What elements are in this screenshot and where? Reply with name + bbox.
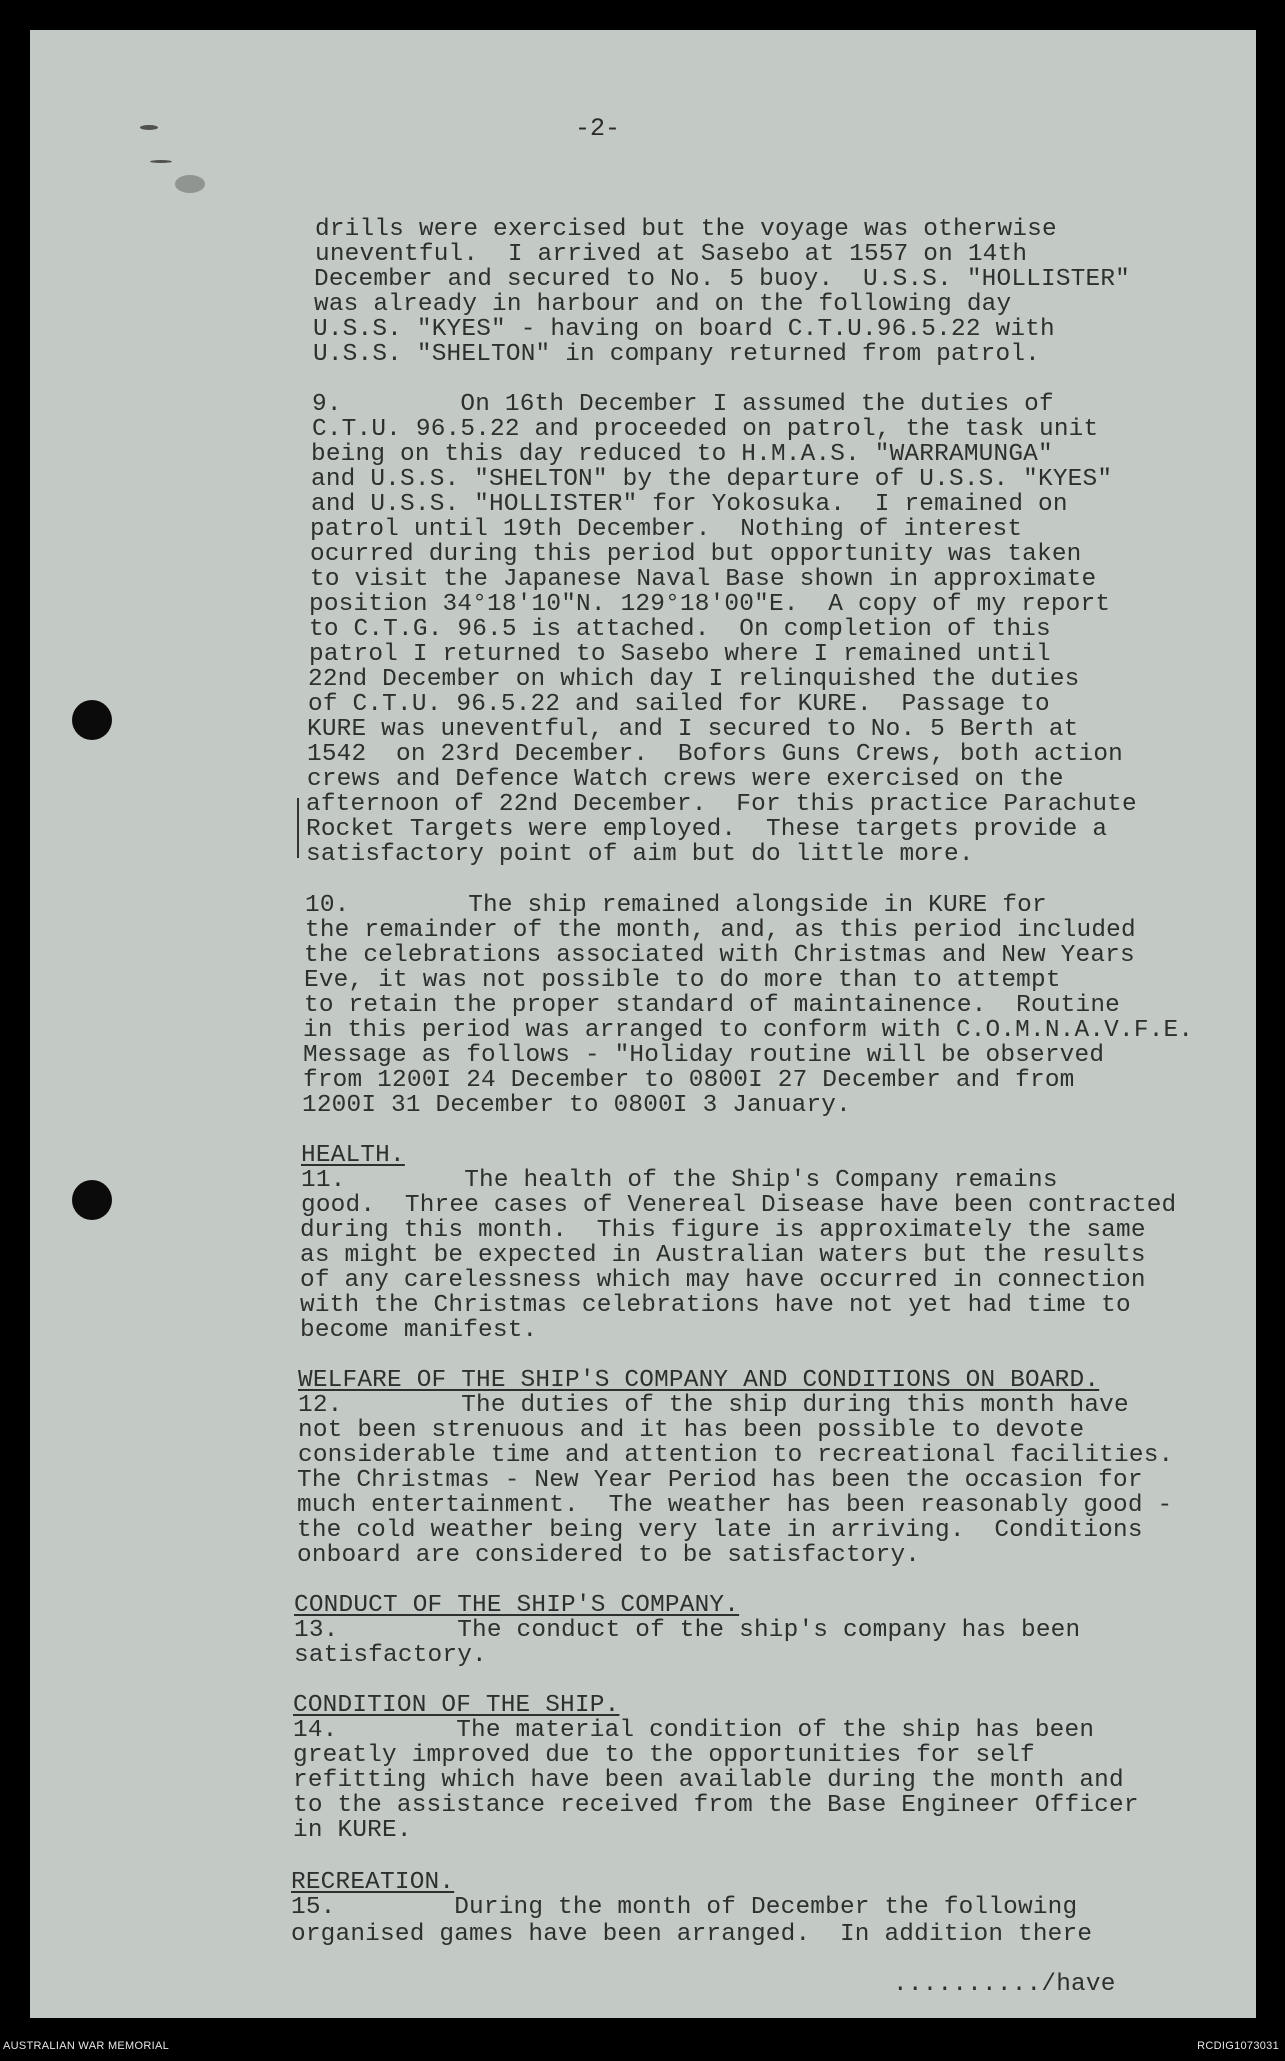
- archive-reference: RCDIG1073031: [1197, 2040, 1279, 2052]
- text-line: not been strenuous and it has been possible to devote: [298, 1417, 1085, 1444]
- text-line: satisfactory.: [294, 1642, 487, 1669]
- text-line: U.S.S. "SHELTON" in company returned from patrol.: [313, 341, 1041, 368]
- text-line: onboard are considered to be satisfactory.: [297, 1542, 921, 1569]
- text-line: as might be expected in Australian waters but the results: [300, 1242, 1146, 1269]
- text-line: Eve, it was not possible to do more than to attempt: [304, 967, 1061, 994]
- text-line: much entertainment. The weather has been reasonably good -: [297, 1492, 1173, 1519]
- text-line: good. Three cases of Venereal Disease have been contracted: [301, 1192, 1177, 1219]
- text-line: U.S.S. "KYES" - having on board C.T.U.96.5.22 with: [313, 316, 1055, 343]
- text-line: 9. On 16th December I assumed the duties of: [312, 391, 1054, 418]
- text-line: the celebrations associated with Christmas and New Years: [304, 942, 1135, 969]
- text-line: in this period was arranged to conform with C.O.M.N.A.V.F.E.: [303, 1017, 1194, 1044]
- text-line: the cold weather being very late in arriving. Conditions: [297, 1517, 1143, 1544]
- text-line: afternoon of 22nd December. For this practice Parachute: [306, 791, 1137, 818]
- text-line: patrol I returned to Sasebo where I remained until: [309, 641, 1051, 668]
- text-line: during this month. This figure is approximately the same: [300, 1217, 1146, 1244]
- text-line: 12. The duties of the ship during this month have: [298, 1392, 1129, 1419]
- text-line: satisfactory point of aim but do little more.: [306, 841, 974, 868]
- text-line: was already in harbour and on the following day: [314, 291, 1012, 318]
- archive-credit: AUSTRALIAN WAR MEMORIAL: [3, 2040, 170, 2052]
- margin-mark: [297, 798, 299, 858]
- text-line: Rocket Targets were employed. These targets provide a: [306, 816, 1108, 843]
- text-line: December and secured to No. 5 buoy. U.S.S. "HOLLISTER": [314, 266, 1131, 293]
- section-heading: HEALTH.: [301, 1142, 405, 1169]
- ink-smudge: [150, 160, 172, 163]
- text-line: The Christmas - New Year Period has been the occasion for: [297, 1467, 1143, 1494]
- text-line: 1542 on 23rd December. Bofors Guns Crews, both action: [307, 741, 1124, 768]
- text-line: patrol until 19th December. Nothing of interest: [310, 516, 1023, 543]
- section-heading: CONDITION OF THE SHIP.: [293, 1692, 620, 1719]
- text-line: and U.S.S. "HOLLISTER" for Yokosuka. I remained on: [311, 491, 1068, 518]
- text-line: organised games have been arranged. In addition there: [291, 1921, 1093, 1948]
- text-line: considerable time and attention to recreational facilities.: [298, 1442, 1174, 1469]
- text-line: to retain the proper standard of maintainence. Routine: [304, 992, 1121, 1019]
- text-line: from 1200I 24 December to 0800I 27 December and from: [303, 1067, 1075, 1094]
- text-line: 10. The ship remained alongside in KURE for: [305, 892, 1047, 919]
- ink-smudge: [175, 175, 205, 193]
- text-line: KURE was uneventful, and I secured to No. 5 Berth at: [307, 716, 1079, 743]
- punch-hole-bottom: [72, 1180, 112, 1220]
- text-line: refitting which have been available during the month and: [293, 1767, 1124, 1794]
- page-number: -2-: [575, 114, 621, 143]
- text-line: Message as follows - "Holiday routine will be observed: [303, 1042, 1105, 1069]
- continuation-marker: ........../have: [893, 1971, 1116, 1998]
- text-line: the remainder of the month, and, as this period included: [305, 917, 1136, 944]
- text-line: greatly improved due to the opportunities for self: [293, 1742, 1035, 1769]
- text-line: 1200I 31 December to 0800I 3 January.: [302, 1092, 851, 1119]
- text-line: of any carelessness which may have occurred in connection: [300, 1267, 1146, 1294]
- ink-smudge: [140, 125, 158, 130]
- text-line: 22nd December on which day I relinquished the duties: [308, 666, 1080, 693]
- punch-hole-top: [72, 700, 112, 740]
- text-line: and U.S.S. "SHELTON" by the departure of U.S.S. "KYES": [311, 466, 1113, 493]
- text-line: become manifest.: [300, 1317, 538, 1344]
- section-heading: WELFARE OF THE SHIP'S COMPANY AND CONDITIONS ON BOARD.: [298, 1367, 1100, 1394]
- text-line: drills were exercised but the voyage was otherwise: [315, 216, 1057, 243]
- text-line: to C.T.G. 96.5 is attached. On completion of this: [309, 616, 1051, 643]
- text-line: being on this day reduced to H.M.A.S. "WARRAMUNGA": [311, 441, 1053, 468]
- text-line: ocurred during this period but opportunity was taken: [310, 541, 1082, 568]
- text-line: 15. During the month of December the following: [291, 1894, 1078, 1921]
- text-line: in KURE.: [293, 1817, 412, 1844]
- text-line: C.T.U. 96.5.22 and proceeded on patrol, the task unit: [312, 416, 1099, 443]
- section-heading: CONDUCT OF THE SHIP'S COMPANY.: [294, 1592, 740, 1619]
- text-line: to the assistance received from the Base Engineer Officer: [293, 1792, 1139, 1819]
- text-line: of C.T.U. 96.5.22 and sailed for KURE. Passage to: [308, 691, 1050, 718]
- text-line: 11. The health of the Ship's Company remains: [301, 1167, 1058, 1194]
- text-line: 13. The conduct of the ship's company has been: [294, 1617, 1081, 1644]
- text-line: 14. The material condition of the ship has been: [293, 1717, 1095, 1744]
- text-line: position 34°18'10"N. 129°18'00"E. A copy of my report: [309, 591, 1111, 618]
- section-heading: RECREATION.: [291, 1869, 455, 1896]
- text-line: to visit the Japanese Naval Base shown in approximate: [310, 566, 1097, 593]
- text-line: uneventful. I arrived at Sasebo at 1557 on 14th: [315, 241, 1028, 268]
- text-line: crews and Defence Watch crews were exercised on the: [307, 766, 1064, 793]
- text-line: with the Christmas celebrations have not yet had time to: [300, 1292, 1131, 1319]
